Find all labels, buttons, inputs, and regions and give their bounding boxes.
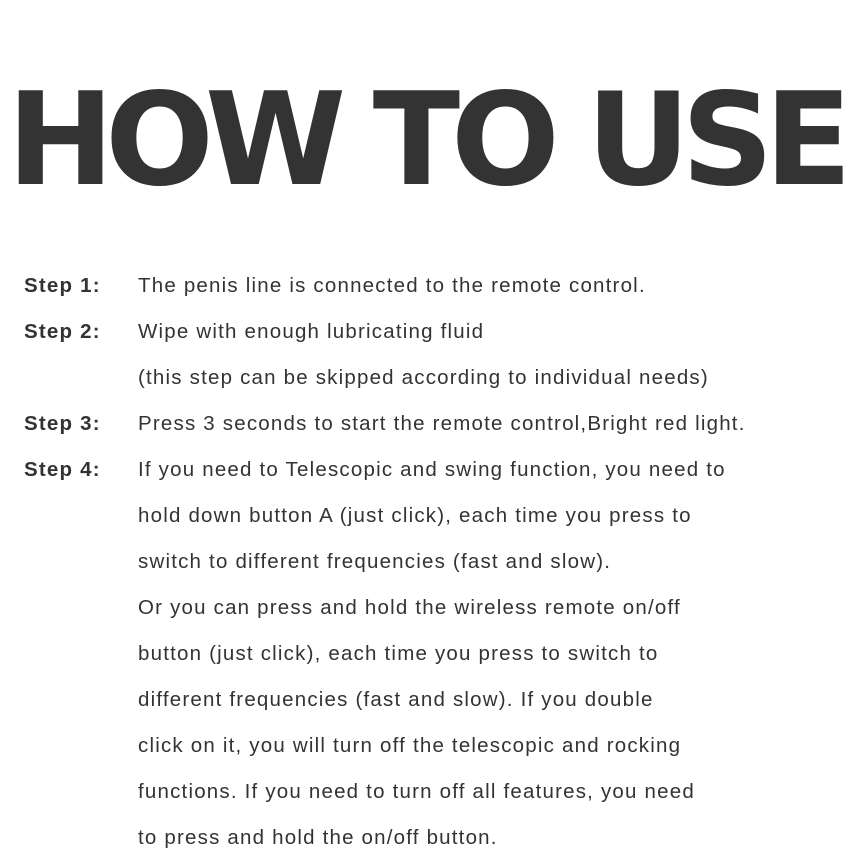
step-4 xyxy=(24,447,850,861)
step-text xyxy=(138,401,850,447)
step-line: button (just click), each time you press to switch to xyxy=(138,642,659,665)
step-line: different frequencies (fast and slow). If you double xyxy=(138,688,654,711)
step-line: Or you can press and hold the wireless remote on/off xyxy=(138,596,681,619)
step-text xyxy=(138,447,850,861)
step-line: functions. If you need to turn off all features, you need xyxy=(138,780,695,803)
step-1 xyxy=(24,263,850,309)
page-title: HOW TO USE xyxy=(7,66,843,215)
step-text xyxy=(138,263,850,309)
step-line: The penis line is connected to the remote control. xyxy=(138,274,646,297)
step-2 xyxy=(24,309,850,401)
step-line: If you need to Telescopic and swing function, you need to xyxy=(138,458,726,481)
step-label: Step 3: xyxy=(24,412,101,435)
steps-list xyxy=(24,263,850,861)
step-label: Step 4: xyxy=(24,458,101,481)
step-text xyxy=(138,309,850,401)
step-3 xyxy=(24,401,850,447)
step-line: Wipe with enough lubricating fluid xyxy=(138,320,485,343)
step-label: Step 1: xyxy=(24,274,101,297)
step-line: (this step can be skipped according to individual needs) xyxy=(138,366,709,389)
step-label: Step 2: xyxy=(24,320,101,343)
step-line: hold down button A (just click), each time you press to xyxy=(138,504,692,527)
step-line: click on it, you will turn off the telescopic and rocking xyxy=(138,734,682,757)
step-line: to press and hold the on/off button. xyxy=(138,826,498,849)
step-line: Press 3 seconds to start the remote control,Bright red light. xyxy=(138,412,746,435)
step-line: switch to different frequencies (fast and slow). xyxy=(138,550,612,573)
